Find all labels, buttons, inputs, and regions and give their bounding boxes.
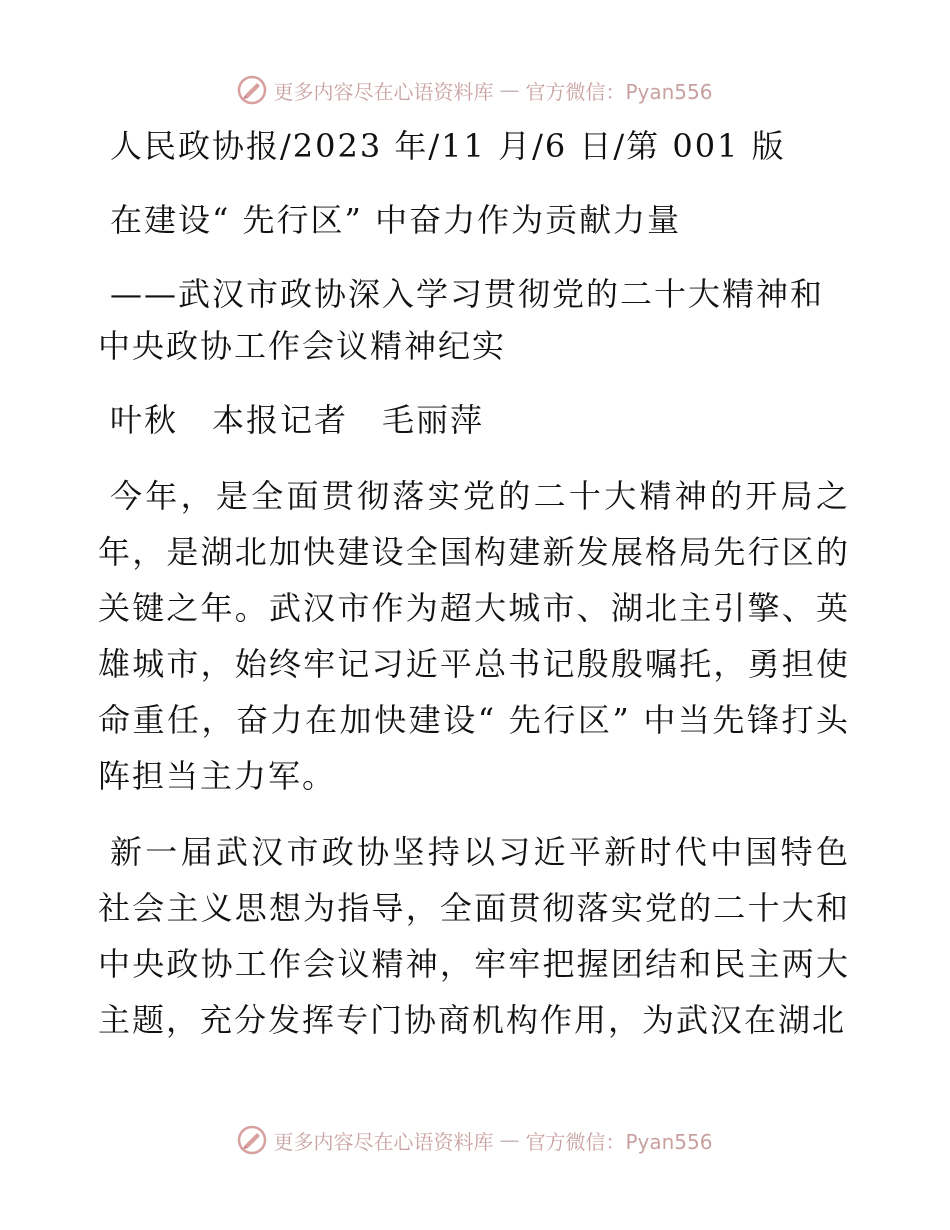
byline: 叶秋 本报记者 毛丽萍 [110, 401, 485, 439]
watermark-separator: — [499, 78, 520, 102]
watermark-brand: 更多内容尽在心语资料库 [273, 79, 494, 104]
source-line: 人民政协报/2023 年/11 月/6 日/第 001 版 [110, 127, 786, 165]
subtitle-line-2: 中央政协工作会议精神纪实 [98, 327, 507, 365]
watermark-contact: 官方微信：Pyan556 [525, 79, 713, 104]
watermark-banner-bottom [0, 1120, 950, 1160]
article-body [98, 120, 850, 1048]
watermark-separator: — [499, 1128, 520, 1152]
watermark-brand: 更多内容尽在心语资料库 [273, 1129, 494, 1154]
watermark-contact: 官方微信：Pyan556 [525, 1129, 713, 1154]
headline: 在建设“ 先行区” 中奋力作为贡献力量 [110, 201, 682, 239]
paragraph-1: 今年，是全面贯彻落实党的二十大精神的开局之年，是湖北加快建设全国构建新发展格局先行区的关键之年。武汉市作为超大城市、湖北主引擎、英雄城市，始终牢记习近平总书记殷殷嘱托，勇担使命重任，奋力在加快建设“ 先行区” 中当先锋打头阵担当主力军。 [98, 477, 850, 795]
brand-logo-icon [237, 1125, 267, 1155]
watermark-banner-top [0, 70, 950, 110]
subtitle-line-1: ——武汉市政协深入学习贯彻党的二十大精神和 [110, 275, 825, 313]
brand-logo-icon [237, 75, 267, 105]
paragraph-2: 新一届武汉市政协坚持以习近平新时代中国特色社会主义思想为指导，全面贯彻落实党的二十大和中央政协工作会议精神，牢牢把握团结和民主两大主题，充分发挥专门协商机构作用，为武汉在湖北 [98, 833, 850, 1039]
